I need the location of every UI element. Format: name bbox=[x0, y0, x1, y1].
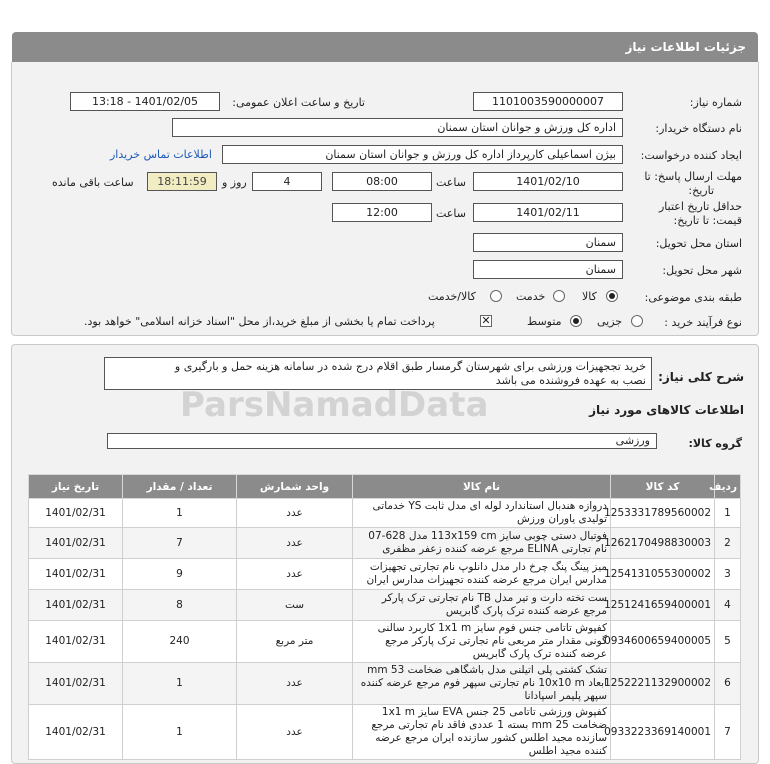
category-service-label: خدمت bbox=[516, 290, 546, 303]
creator-field[interactable]: بیژن اسماعیلی کارپرداز اداره کل ورزش و جوانان استان سمنان bbox=[222, 145, 623, 164]
table-cell-name: تشک کشتی پلی اتیلنی مدل باشگاهی ضخامت 53 mm ابعاد 10x10 m نام تجارتی سپهر فوم مرجع عرضه کننده سپهر پلیمر اسپادانا bbox=[353, 663, 611, 705]
province-label: استان محل تحویل: bbox=[655, 237, 742, 250]
buyer-org-label: نام دستگاه خریدار: bbox=[655, 122, 742, 135]
category-label: طبقه بندی موضوعی: bbox=[644, 291, 742, 304]
table-header-row bbox=[29, 475, 741, 499]
announce-label: تاریخ و ساعت اعلان عمومی: bbox=[232, 96, 365, 109]
table-cell-name: فوتبال دستی چوبی سایز 113x159 cm مدل 628-07 نام تجارتی ELINA مرجع عرضه کننده زعفر مظفری bbox=[353, 528, 611, 559]
table-cell-idx: 6 bbox=[715, 663, 741, 705]
table-cell-code: 1254131055300002 bbox=[611, 559, 715, 590]
category-goods-service-radio[interactable] bbox=[490, 290, 502, 302]
table-cell-qty: 1 bbox=[123, 499, 237, 528]
table-cell-unit: عدد bbox=[237, 499, 353, 528]
table-cell-qty: 7 bbox=[123, 528, 237, 559]
table-cell-idx: 4 bbox=[715, 590, 741, 621]
announce-date-field[interactable]: 1401/02/05 - 13:18 bbox=[70, 92, 220, 111]
table-row[interactable] bbox=[29, 663, 741, 705]
table-cell-idx: 3 bbox=[715, 559, 741, 590]
description-label: شرح کلی نیاز: bbox=[658, 370, 744, 384]
creator-label: ایجاد کننده درخواست: bbox=[640, 149, 742, 162]
table-cell-qty: 8 bbox=[123, 590, 237, 621]
treasury-payment-note: پرداخت تمام یا بخشی از مبلغ خرید،از محل "اسناد خزانه اسلامی" خواهد بود. bbox=[84, 315, 435, 328]
table-cell-unit: ست bbox=[237, 590, 353, 621]
days-label: روز و bbox=[222, 176, 247, 189]
contact-buyer-link[interactable]: اطلاعات تماس خریدار bbox=[110, 148, 212, 161]
process-minor-radio[interactable] bbox=[631, 315, 643, 327]
category-goods-service-label: کالا/خدمت bbox=[428, 290, 476, 303]
city-field[interactable]: سمنان bbox=[473, 260, 623, 279]
table-cell-unit: عدد bbox=[237, 559, 353, 590]
table-cell-idx: 2 bbox=[715, 528, 741, 559]
table-cell-date: 1401/02/31 bbox=[29, 621, 123, 663]
validity-time-field[interactable]: 12:00 bbox=[332, 203, 432, 222]
goods-group-field[interactable]: ورزشی bbox=[107, 433, 657, 449]
description-field[interactable]: خرید تججهیزات ورزشی برای شهرستان گرمسار طبق اقلام درج شده در سامانه هزینه حمل و بارگیری و نصب به عهده فروشنده می باشد bbox=[104, 357, 652, 390]
city-label: شهر محل تحویل: bbox=[662, 264, 742, 277]
page-title: جزئیات اطلاعات نیاز bbox=[12, 32, 758, 62]
buyer-org-field[interactable]: اداره کل ورزش و جوانان استان سمنان bbox=[172, 118, 623, 137]
watermark: ParsNamadData bbox=[180, 385, 489, 425]
validity-label-1: حداقل تاریخ اعتبار bbox=[658, 200, 742, 213]
remaining-time-field: 18:11:59 bbox=[147, 172, 217, 191]
goods-group-label: گروه کالا: bbox=[688, 437, 742, 450]
process-medium-radio[interactable] bbox=[570, 315, 582, 327]
table-cell-code: 0934600659400005 bbox=[611, 621, 715, 663]
process-label: نوع فرآیند خرید : bbox=[664, 316, 742, 329]
table-cell-unit: متر مربع bbox=[237, 621, 353, 663]
table-cell-code: 1251241659400001 bbox=[611, 590, 715, 621]
deadline-time-label: ساعت bbox=[436, 176, 466, 189]
table-cell-date: 1401/02/31 bbox=[29, 663, 123, 705]
table-cell-name: دروازه هندبال استاندارد لوله ای مدل ثابت YS خدماتی تولیدی یاوران ورزش bbox=[353, 499, 611, 528]
table-cell-code: 0933223369140001 bbox=[611, 705, 715, 760]
table-cell-date: 1401/02/31 bbox=[29, 590, 123, 621]
table-cell-date: 1401/02/31 bbox=[29, 528, 123, 559]
validity-label-2: قیمت: تا تاریخ: bbox=[673, 214, 742, 227]
table-cell-unit: عدد bbox=[237, 705, 353, 760]
table-cell-name: کفپوش تاتامی جنس فوم سایز 1x1 m کاربرد سالنی گونی مقدار متر مربعی نام تجارتی ترک پارکر مرجع عرضه کننده ترک پارک گابریس bbox=[353, 621, 611, 663]
need-number-field[interactable]: 1101003590000007 bbox=[473, 92, 623, 111]
table-row[interactable] bbox=[29, 528, 741, 559]
deadline-time-field[interactable]: 08:00 bbox=[332, 172, 432, 191]
remaining-label: ساعت باقی مانده bbox=[52, 176, 134, 189]
goods-table bbox=[28, 474, 741, 760]
column-header[interactable]: تعداد / مقدار bbox=[123, 475, 237, 499]
column-header[interactable]: تاریخ نیاز bbox=[29, 475, 123, 499]
deadline-label-2: تاریخ: bbox=[688, 184, 714, 197]
treasury-payment-checkbox[interactable]: ✕ bbox=[481, 314, 491, 327]
table-row[interactable] bbox=[29, 705, 741, 760]
table-cell-date: 1401/02/31 bbox=[29, 499, 123, 528]
column-header[interactable]: نام کالا bbox=[353, 475, 611, 499]
column-header[interactable]: واحد شمارش bbox=[237, 475, 353, 499]
table-row[interactable] bbox=[29, 590, 741, 621]
table-row[interactable] bbox=[29, 559, 741, 590]
table-cell-idx: 7 bbox=[715, 705, 741, 760]
validity-date-field[interactable]: 1401/02/11 bbox=[473, 203, 623, 222]
category-goods-label: کالا bbox=[582, 290, 597, 303]
table-cell-unit: عدد bbox=[237, 663, 353, 705]
table-cell-qty: 9 bbox=[123, 559, 237, 590]
need-number-label: شماره نیاز: bbox=[689, 96, 742, 109]
process-minor-label: جزیی bbox=[597, 315, 623, 328]
table-cell-name: میز پینگ پنگ چرخ دار مدل دانلوپ نام تجارتی تجهیزات مدارس ایران مرجع عرضه کننده تجهیزات مدارس ایران bbox=[353, 559, 611, 590]
table-cell-idx: 5 bbox=[715, 621, 741, 663]
goods-section-title: اطلاعات کالاهای مورد نیاز bbox=[589, 403, 744, 417]
table-cell-qty: 240 bbox=[123, 621, 237, 663]
deadline-date-field[interactable]: 1401/02/10 bbox=[473, 172, 623, 191]
table-cell-code: 1252221132900002 bbox=[611, 663, 715, 705]
table-cell-code: 1253331789560002 bbox=[611, 499, 715, 528]
table-cell-qty: 1 bbox=[123, 705, 237, 760]
category-goods-radio[interactable] bbox=[606, 290, 618, 302]
column-header[interactable]: ردیف bbox=[715, 475, 741, 499]
deadline-label-1: مهلت ارسال پاسخ: تا bbox=[644, 170, 742, 183]
table-cell-code: 1262170498830003 bbox=[611, 528, 715, 559]
table-cell-name: ست تخته دارت و تیر مدل TB نام تجارتی ترک پارکر مرجع عرضه کننده ترک پارک گابریس bbox=[353, 590, 611, 621]
province-field[interactable]: سمنان bbox=[473, 233, 623, 252]
table-cell-date: 1401/02/31 bbox=[29, 705, 123, 760]
table-cell-unit: عدد bbox=[237, 528, 353, 559]
process-medium-label: متوسط bbox=[527, 315, 562, 328]
table-cell-date: 1401/02/31 bbox=[29, 559, 123, 590]
table-cell-qty: 1 bbox=[123, 663, 237, 705]
table-cell-idx: 1 bbox=[715, 499, 741, 528]
days-remaining-field[interactable]: 4 bbox=[252, 172, 322, 191]
table-row[interactable] bbox=[29, 499, 741, 528]
column-header[interactable]: کد کالا bbox=[611, 475, 715, 499]
table-cell-name: کفپوش ورزشی تاتامی 25 جنس EVA سایز 1x1 m ضخامت 25 mm بسته 1 عددی فاقد نام تجارتی مرجع سازنده مجید اطلس کشور سازنده ایران مرجع عرضه کننده مجید اطلس bbox=[353, 705, 611, 760]
validity-time-label: ساعت bbox=[436, 207, 466, 220]
table-row[interactable] bbox=[29, 621, 741, 663]
category-service-radio[interactable] bbox=[553, 290, 565, 302]
